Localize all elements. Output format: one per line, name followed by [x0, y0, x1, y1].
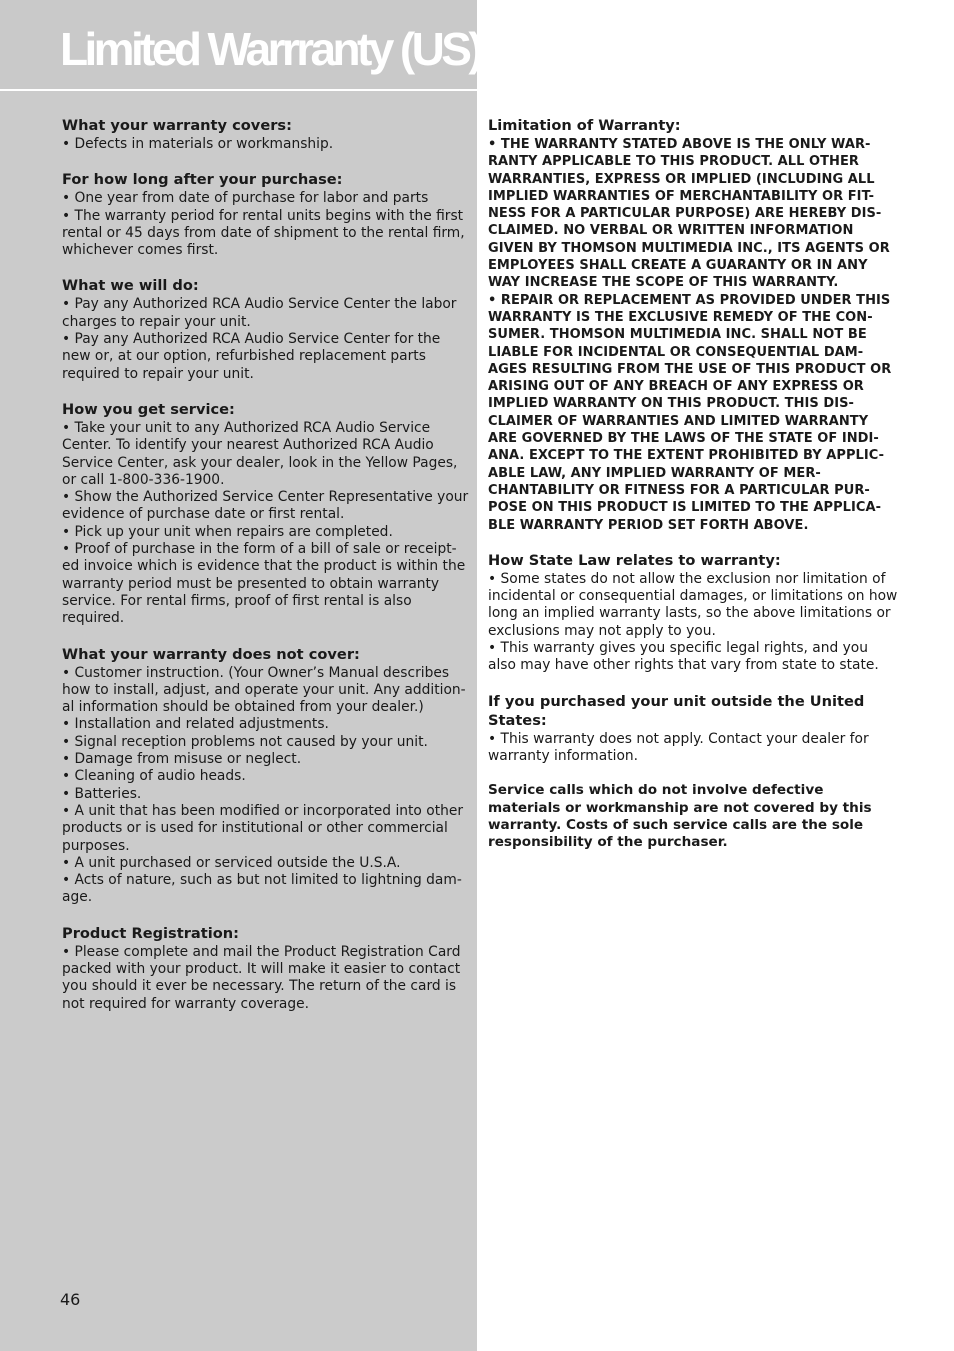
section-state-law [488, 551, 898, 675]
section-outside-us [488, 692, 898, 766]
bullet-item: • A unit purchased or serviced outside the U.S.A. [62, 854, 401, 871]
service-calls-note [488, 782, 898, 852]
section-not-covered [62, 645, 470, 907]
title-rule [0, 89, 477, 91]
bullet-item: • Pay any Authorized RCA Audio Service Center the labor charges to repair your unit. [62, 296, 457, 330]
bullet-item: • Signal reception problems not caused by your unit. [62, 733, 428, 750]
section-heading: What your warranty does not cover: [62, 645, 360, 663]
note-text: Service calls which do not involve defective materials or workmanship are not covered by this warranty. Costs of such service calls are the sole responsibility of the purchaser. [488, 782, 872, 851]
section-heading: What your warranty covers: [62, 117, 292, 134]
bullet-item: • Batteries. [62, 785, 142, 802]
left-column [62, 116, 470, 1030]
section-heading: If you purchased your unit outside the United States: [488, 692, 865, 729]
page-title: Limited Warrranty (US) [60, 23, 481, 75]
section-product-registration [62, 924, 470, 1013]
bullet-item: • Please complete and mail the Product Registration Card packed with your product. It will make it easier to contact you should it ever be necessary. The return of the card is not required for warranty coverage. [62, 943, 461, 1012]
page-number: 46 [60, 1290, 81, 1309]
bullet-item: • Installation and related adjustments. [62, 716, 329, 733]
bullet-item: • The warranty period for rental units begins with the first rental or 45 days from date of shipment to the rental firm, whichever comes first. [62, 207, 465, 259]
bullet-item: • REPAIR OR REPLACEMENT AS PROVIDED UNDER THIS WARRANTY IS THE EXCLUSIVE REMEDY OF THE CON-SUMER. THOMSON MULTIMEDIA INC. SHALL NOT BE LIABLE FOR INCIDENTAL OR CONSEQUENTIAL DAM-AGES RESULTING FROM THE USE OF THIS PRODUCT OR ARISING OUT OF ANY BREACH OF ANY EXPRESS OR IMPLIED WARRANTY ON THIS PRODUCT. THIS DIS-CLAIMER OF WARRANTIES AND LIMITED WARRANTY ARE GOVERNED BY THE LAWS OF THE STATE OF INDI-ANA. EXCEPT TO THE EXTENT PROHIBITED BY APPLIC-ABLE LAW, ANY IMPLIED WARRANTY OF MER-CHANTABILITY OR FITNESS FOR A PARTICULAR PUR-POSE ON THIS PRODUCT IS LIMITED TO THE APPLICA-BLE WARRANTY PERIOD SET FORTH ABOVE. [488, 292, 892, 533]
bullet-item: • THE WARRANTY STATED ABOVE IS THE ONLY WAR-RANTY APPLICABLE TO THIS PRODUCT. ALL OTHER WARRANTIES, EXPRESS OR IMPLIED (INCLUDING ALL IMPLIED WARRANTIES OF MERCHANTABILITY OR FIT-NESS FOR A PARTICULAR PURPOSE) ARE HEREBY DIS-CLAIMED. NO VERBAL OR WRITTEN INFORMATION GIVEN BY THOMSON MULTIMEDIA INC., ITS AGENTS OR EMPLOYEES SHALL CREATE A GUARANTY OR IN ANY WAY INCREASE THE SCOPE OF THIS WARRANTY. [488, 137, 890, 291]
section-limitation-of-warranty [488, 116, 898, 534]
right-column [488, 116, 898, 869]
bullet-item: • Show the Authorized Service Center Representative your evidence of purchase date or first rental. [62, 489, 469, 523]
section-heading: How you get service: [62, 400, 235, 418]
bullet-item: • This warranty does not apply. Contact your dealer for warranty information. [488, 730, 869, 764]
bullet-item: • Proof of purchase in the form of a bill of sale or receipt-ed invoice which is evidence that the product is within the warranty period must be presented to obtain warranty service. For rental firms, proof of first rental is also required. [62, 541, 466, 627]
section-heading: What we will do: [62, 277, 199, 295]
bullet-item: • Customer instruction. (Your Owner’s Manual describes how to install, adjust, and operate your unit. Any addition-al information should be obtained from your dealer.) [62, 664, 466, 716]
section-heading: How State Law relates to warranty: [488, 551, 781, 569]
bullet-item: • Pay any Authorized RCA Audio Service Center for the new or, at our option, refurbished replacement parts required to repair your unit. [62, 331, 441, 382]
section-what-we-will-do [62, 276, 470, 382]
section-how-you-get-service [62, 400, 470, 628]
section-heading: Limitation of Warranty: [488, 117, 681, 134]
bullet-item: • This warranty gives you specific legal rights, and you also may have other rights that vary from state to state. [488, 640, 879, 674]
title-band [0, 0, 481, 90]
bullet-item: • Acts of nature, such as but not limited to lightning dam-age. [62, 872, 462, 906]
section-how-long [62, 170, 470, 259]
bullet-item: • Damage from misuse or neglect. [62, 751, 302, 768]
bullet-item: • Some states do not allow the exclusion nor limitation of incidental or consequential damages, or limitations on how long an implied warranty lasts, so the above limitations or exclusions may not apply to you. [488, 570, 898, 639]
bullet-item: • Pick up your unit when repairs are completed. [62, 523, 393, 540]
bullet-item: • Take your unit to any Authorized RCA Audio Service Center. To identify your nearest Authorized RCA Audio Service Center, ask your dealer, look in the Yellow Pages, or call 1-800-336-1900. [62, 419, 458, 488]
section-warranty-covers [62, 116, 470, 153]
bullet-item: • Defects in materials or workmanship. [62, 136, 334, 152]
bullet-item: • A unit that has been modified or incorporated into other products or is used for institutional or other commercial purposes. [62, 802, 464, 854]
bullet-item: • Cleaning of audio heads. [62, 768, 246, 785]
bullet-item: • One year from date of purchase for labor and parts [62, 190, 429, 207]
section-heading: For how long after your purchase: [62, 171, 343, 189]
section-heading: Product Registration: [62, 924, 239, 942]
